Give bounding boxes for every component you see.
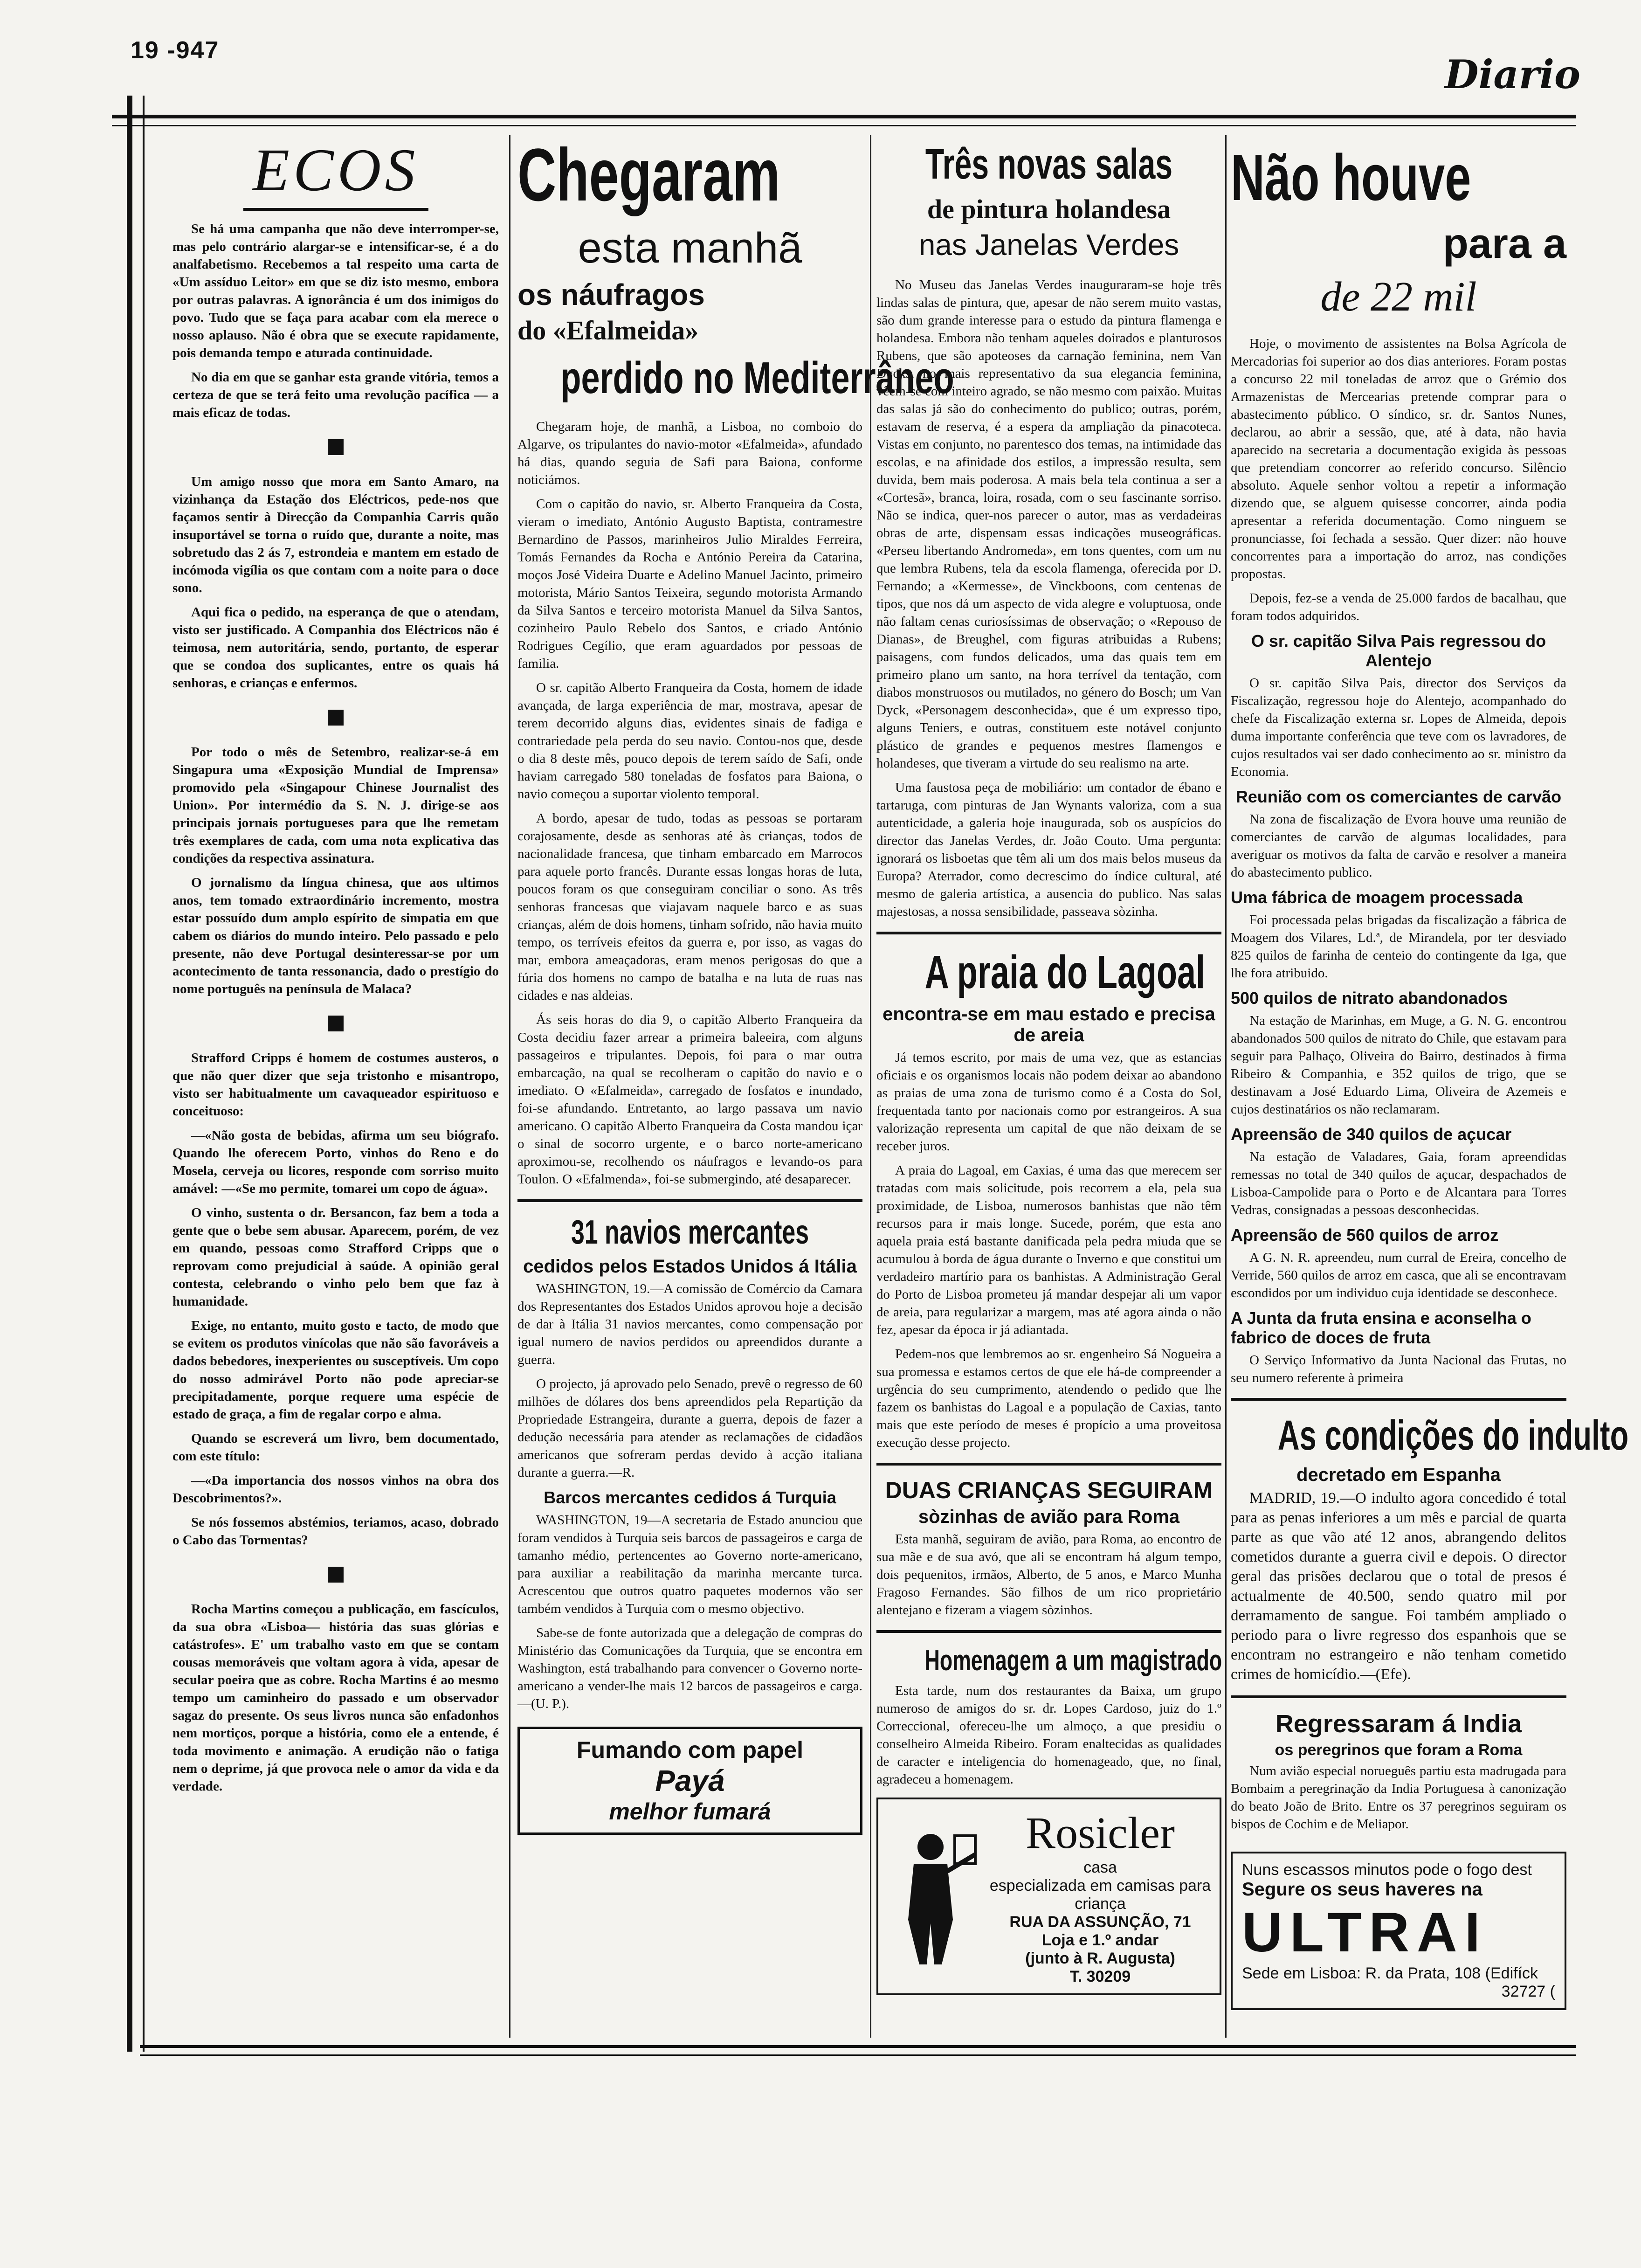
headline-indulto: As condições do indulto	[1277, 1412, 1629, 1459]
headline-chegaram: Chegaram	[517, 133, 780, 216]
subhead-para-a: para a	[1442, 221, 1566, 267]
column-divider	[1225, 135, 1227, 2038]
ecos-paragraph: Se nós fossemos abstémios, teriamos, acaso, dobrado o Cabo das Tormentas?	[172, 1515, 499, 1548]
headline-nao-houve: Não houve	[1231, 141, 1471, 214]
subhead-india: os peregrinos que foram a Roma	[1275, 1741, 1523, 1759]
section-separator-square	[328, 1567, 344, 1583]
ecos-paragraph: Se há uma campanha que não deve interromper-se, mas pelo contrário alargar-se e intensificar-se, é a do analfabetismo. Recebemos a tal respeito uma carta de «Um assíduo Leitor» em que se diz isto mesmo, embora por outras palavras. A ignorância é um dos inimigos do povo. Tudo que se faça para acabar com ela merece o nosso aplauso. Não é obra que se execute rapidamente, pois demanda tempo e aturada continuidade.	[172, 221, 499, 360]
article-carvao: Na zona de fiscalização de Evora houve uma reunião de comerciantes de carvão de algumas localidades, para averiguar os motivos da falta de carvão e resolver a maneira do abastecimento publico.	[1231, 812, 1566, 880]
ad-ultra-line2: Segure os seus haveres na	[1242, 1879, 1482, 1900]
naufragos-column	[517, 133, 954, 2040]
headline-lagoal: A praia do Lagoal	[924, 946, 1206, 998]
ad-ultra-line1: Nuns escassos minutos pode o fogo dest	[1242, 1861, 1532, 1879]
divider	[1231, 1398, 1566, 1401]
paragraph: Já temos escrito, por mais de uma vez, que as estancias oficiais e os organismos locais não podem deixar ao abandono as praias de uma zona de turismo como é a Costa do Sol, frequentada tanto por nacionais como por estrangeiros. A sua valorização representa um capital de que não deixam de se receber juros.	[876, 1050, 1221, 1154]
paragraph: Pedem-nos que lembremos ao sr. engenheiro Sá Nogueira a sua promessa e estamos certos de que ele há-de compreender a urgência do seu cumprimento, atendendo o pedido que lhe fazem os banhistas do Lagoal e a população de Caxias, tanto mais que este período de meses é propício a uma proveitosa execução desse projecto.	[876, 1347, 1221, 1450]
article-arroz-apreensao: A G. N. R. apreendeu, num curral de Ereira, concelho de Verride, 560 quilos de arroz em casca, que ali se encontravam escondidos por um individuo cuja identidade se desconhece.	[1231, 1250, 1566, 1300]
headline-criancas: DUAS CRIANÇAS SEGUIRAM	[885, 1477, 1213, 1503]
ecos-title: ECOS	[243, 135, 428, 211]
subhead-lagoal: encontra-se em mau estado e precisa de areia	[883, 1004, 1215, 1045]
section-separator-square	[328, 1016, 344, 1031]
paragraph: Com o capitão do navio, sr. Alberto Franqueira da Costa, vieram o imediato, António Augusto Baptista, contramestre Bernardino de Passos, marinheiros Julio Miraldes Ferreira, Tomás Fernandes da Rocha e António Pereira da Catarina, moços José Videira Duarte e Adelino Manuel Jacinto, primeiro motorista, Mário Santos Teixeira, segundo motorista Armando da Silva Santos e terceiro motorista Manuel da Silva Santos, cozinheiro Paulo Rebelo dos Santos, e criado António Rodrigues Cegílio, que eram aguardados por pessoas de familia.	[517, 497, 862, 671]
man-with-shirt-icon	[886, 1826, 979, 1966]
article-india: Num avião especial norueguês partiu esta madrugada para Bombaim a peregrinação da India Portuguesa à canonização do beato João de Brito. Entre os 37 peregrinos seguiram os bispos de Cochim e de Meliapor.	[1231, 1763, 1566, 1832]
ecos-paragraph: Aqui fica o pedido, na esperança de que o atendam, visto ser justificado. A Companhia dos Eléctricos não é teimosa, nem autoritária, sendo, portanto, de esperar que se condoa dos suplicantes, entre os quais há senhoras, e crianças e enfermos.	[172, 605, 499, 691]
article-navios	[517, 1280, 862, 1481]
ad-paya-line3: melhor fumará	[609, 1798, 771, 1825]
subhead-22-mil: de 22 mil	[1320, 274, 1477, 320]
ecos-paragraph: Rocha Martins começou a publicação, em fascículos, da sua obra «Lisboa— história das suas glórias e catástrofes». E' um trabalho vasto em que se contam cousas memoráveis que voltam agora à vida, apesar de secular poeira que as cobre. Rocha Martins é ao mesmo tempo um caminheiro do passado e um observador sagaz do presente. Os seus livros nunca são enfadonhos nem mortiços, porque a história, como ele a entende, é toda movimento e animação. A erudição não o fatiga nem o deprime, já que provoca nele o amor da vida e da verdade.	[172, 1602, 499, 1794]
paragraph: WASHINGTON, 19—A secretaria de Estado anunciou que foram vendidos à Turquia seis barcos de passageiros e carga de tamanho médio, pertencentes ao Governo norte-americano, para auxiliar a reabilitação da marinha mercante turca. Acrescentou que outros quatro paquetes modernos vão ser também vendidos à Turquia com o mesmo objectivo.	[517, 1513, 862, 1616]
left-border	[127, 96, 145, 2052]
ecos-items	[172, 220, 499, 1795]
article-silva-pais: O sr. capitão Silva Pais, director dos Serviços da Fiscalização, regressou hoje do Alentejo, acompanhado do chefe da Fiscalização externa sr. Lopes de Almeida, depois duma importante conferência que teve com os lavradores, de cujos resultados vai ser dado conhecimento ao sr. ministro da Economia.	[1231, 676, 1566, 779]
pintura-column	[876, 135, 1221, 2040]
ecos-paragraph: Strafford Cripps é homem de costumes austeros, o que não quer dizer que seja tristonho e misantropo, visto ser habitualmente um cavaqueador espirituoso e conceituoso:	[172, 1051, 499, 1119]
ad-rosicler-brand: Rosicler	[1026, 1808, 1175, 1858]
section-separator-square	[328, 710, 344, 726]
top-rule	[112, 115, 1576, 126]
ecos-column	[172, 135, 499, 2040]
article-naufragos	[517, 418, 862, 1188]
paragraph: Sabe-se de fonte autorizada que a delegação de compras do Ministério das Comunicações da Turquia, que se encontra em Washington, está trabalhando para convencer o Governo norte-americano a vender-lhe mais 12 barcos de passageiros e carga.—(U. P.).	[517, 1625, 862, 1711]
ad-ultra-brand: ULTRAI	[1242, 1901, 1488, 1964]
paragraph: Chegaram hoje, de manhã, a Lisboa, no comboio do Algarve, os tripulantes do navio-motor «Efalmeida», afundado há dias, quando seguia de Safi para Baiona, conforme noticiámos.	[517, 419, 862, 487]
headline-india: Regressaram á India	[1275, 1710, 1522, 1738]
ecos-paragraph: Um amigo nosso que mora em Santo Amaro, na vizinhança da Estação dos Eléctricos, pede-nos que façamos sentir à Direcção da Companhia Carris quão insuportável se torna o ruído que, durante a noite, mas sobretudo das 2 ás 7, estrondeia e mantem em estado de incómoda vigília os que contam com a noite para o doce sono.	[172, 474, 499, 595]
paragraph: WASHINGTON, 19.—A comissão de Comércio da Camara dos Representantes dos Estados Unidos aprovou hoje a decisão de dar à Itália 31 navios mercantes, como compensação por igual numero de navios perdidos ou apreendidos durante a guerra.	[517, 1281, 862, 1367]
article-acucar: Na estação de Valadares, Gaia, foram apreendidas remessas no total de 340 quilos de açucar, despachados de Lisboa-Campolide para o Porto e de Alcantara para Torres Vedras, consignadas a pessoas desconhecidas.	[1231, 1149, 1566, 1217]
page-date: 19 -947	[131, 37, 220, 64]
column-divider	[509, 135, 510, 2038]
ecos-paragraph: Por todo o mês de Setembro, realizar-se-á em Singapura uma «Exposição Mundial de Imprensa» promovido pela «Singapour Chinese Journalist des Union». Por intermédio da S. N. J. dirige-se aos principais jornais portugueses para que lhe remetam três exemplares de cada, com uma nota explicativa das condições da respectiva assinatura.	[172, 745, 499, 866]
paragraph: Depois, fez-se a venda de 25.000 fardos de bacalhau, que foram todos adquiridos.	[1231, 591, 1566, 623]
article-pintura	[876, 276, 1221, 920]
headline-navios: 31 navios mercantes	[571, 1214, 809, 1251]
subhead-navios: cedidos pelos Estados Unidos á Itália	[523, 1256, 857, 1277]
headline-silva-pais: O sr. capitão Silva Pais regressou do Alentejo	[1251, 631, 1546, 670]
subhead-naufragos: os náufragos	[517, 278, 705, 311]
ad-paya	[517, 1727, 862, 1835]
ecos-paragraph: —«Não gosta de bebidas, afirma um seu biógrafo. Quando lhe oferecem Porto, vinhos do Reno e do Mosela, cerveja ou licores, responde com sorriso muito amável: —«Se mo permite, tomarei um copo de água».	[172, 1128, 499, 1196]
headline-moagem: Uma fábrica de moagem processada	[1231, 888, 1523, 907]
paragraph: O sr. capitão Alberto Franqueira da Costa, homem de idade avançada, de larga experiência de mar, mostrava, apesar de terem decorrido alguns dias, evidentes sinais de fadiga e contrariedade pela perda do seu navio. Contou-nos que, desde o dia 8 deste mês, pouco depois de terem saído de Safi, onde haviam carregado 580 toneladas de fosfatos para Baiona, o navio começou a suportar violento temporal.	[517, 680, 862, 802]
headline-nitrato: 500 quilos de nitrato abandonados	[1231, 989, 1508, 1008]
ad-rosicler-line1: casa	[1083, 1859, 1117, 1876]
article-turquia	[517, 1511, 862, 1713]
headline-homenagem: Homenagem a um magistrado	[924, 1645, 1222, 1677]
article-nitrato: Na estação de Marinhas, em Muge, a G. N. G. encontrou abandonados 500 quilos de nitrato do Chile, que estavam para seguir para Palhaço, Oliveira do Bairro, destinados à firma Ribeiro & Companhia, e 352 quilos de trigo, que se destinavam a José Eduardo Lima, Oliveira de Azemeis e cujos destinatários os não reclamaram.	[1231, 1013, 1566, 1117]
paragraph: O projecto, já aprovado pelo Senado, prevê o regresso de 60 milhões de dólares dos bens apreendidos pela Repartição da Propriedade Estrangeira, durante a guerra, depois de fazer a dedução necessária para atender as reclamações de cidadãos americanos que sofreram perdas devido à acção italiana durante a guerra.—R.	[517, 1376, 862, 1480]
ad-paya-line1: Fumando com papel	[576, 1737, 804, 1763]
ecos-paragraph: O vinho, sustenta o dr. Bersancon, faz bem a toda a gente que o bebe sem abusar. Aparecem, porém, de vez em quando, pessoas como Strafford Cripps que o reprovam como prejudicial à saúde. A opinião geral contesta, celebrando o vinho pelo bem que faz à humanidade.	[172, 1205, 499, 1309]
article-moagem: Foi processada pelas brigadas da fiscalização a fábrica de Moagem dos Vilares, Ld.ª, de Mirandela, por ter desviado 825 quilos de farinha de centeio do contingente da Iga, que lhe fora atribuido.	[1231, 913, 1566, 981]
bottom-rule	[140, 2045, 1576, 2056]
ad-rosicler-line5: (junto à R. Augusta)	[1025, 1950, 1175, 1967]
paragraph: A praia do Lagoal, em Caxias, é uma das que merecem ser tratadas com mais solicitude, pois recorrem a ela, pela sua proximidade, de Lisboa, numerosos banhistas que não têm recursos para ir mais longe. Sucede, porém, que esta ano aquela praia está bastante danificada pela pedra miuda que se acumulou à borda de água durante o Inverno e que constitui um verdadeiro martírio para os banhistas. A Administração Geral do Porto de Lisboa prometeu já mandar despejar ali um vapor de areia, para regularizar a margem, mas até agora ainda o não fez, apesar da época ir já adiantada.	[876, 1163, 1221, 1337]
column-divider	[870, 135, 871, 2038]
article-criancas: Esta manhã, seguiram de avião, para Roma, ao encontro de sua mãe e de sua avó, que ali se encontram há algum tempo, dois pequenitos, irmãos, Alberto, de 5 anos, e Marco Munha Fragoso Fernandes. São filhos de um rico proprietário alentejano e fizeram a viagem sòzinhos.	[876, 1532, 1221, 1618]
article-fruta: O Serviço Informativo da Junta Nacional das Frutas, no seu numero referente à primeira	[1231, 1353, 1566, 1385]
ad-rosicler-text	[988, 1807, 1212, 1986]
headline-acucar: Apreensão de 340 quilos de açucar	[1231, 1125, 1512, 1144]
ad-rosicler-line3: RUA DA ASSUNÇÃO, 71	[1009, 1913, 1191, 1931]
divider	[517, 1199, 862, 1202]
arroz-column	[1231, 135, 1629, 2040]
ecos-paragraph: Quando se escreverá um livro, bem documentado, com este título:	[172, 1431, 499, 1464]
ad-ultra	[1231, 1852, 1566, 2010]
ad-paya-brand: Payá	[655, 1764, 725, 1798]
article-homenagem: Esta tarde, num dos restaurantes da Baixa, um grupo numeroso de amigos do sr. dr. Lopes Cardoso, juiz do 1.º Correccional, ofereceu-lhe um almoço, a que presidiu o conselheiro Almeida Ribeiro. Foram enaltecidas as qualidades de caracter e inteligencia do homenageado, que, no final, agradeceu a homenagem.	[876, 1683, 1221, 1787]
ad-rosicler	[876, 1798, 1221, 1995]
ecos-paragraph: —«Da importancia dos nossos vinhos na obra dos Descobrimentos?».	[172, 1473, 499, 1506]
ad-ultra-phone: 32727 (	[1501, 1983, 1555, 2000]
ad-rosicler-phone: T. 30209	[1069, 1968, 1131, 1985]
subhead-pintura: de pintura holandesa	[927, 194, 1171, 224]
article-arroz	[1231, 335, 1566, 625]
headline-arroz-apreensao: Apreensão de 560 quilos de arroz	[1231, 1225, 1499, 1245]
divider	[1231, 1695, 1566, 1698]
article-indulto: MADRID, 19.—O indulto agora concedido é total para as penas inferiores a um mês e parcial de quarta parte as que vão até 12 anos, abrangendo delitos cometidos durante a guerra civil e depois. O director geral das prisões declarou que o total de presos é actualmente de 40.500, sendo quatro mil por derramamento de sangue. Foi também ampliado o periodo para o livre regresso dos espanhois que se encontram no estrangeiro e não tenham cometido crimes de homicídio.—(Efe).	[1231, 1490, 1566, 1683]
headline-carvao: Reunião com os comerciantes de carvão	[1235, 787, 1562, 806]
paragraph: No Museu das Janelas Verdes inauguraram-se hoje três lindas salas de pintura, que, apesar de não serem muito vastas, são dum grande interesse para o estudo da pintura flamenga e holandesa. Embora não tenham aqueles doirados e planturosos Rubens, que são apoteoses da carnação feminina, nem Van Dycks, no mais representativo da sua elegancia feminina, vêem-se com inteiro agrado, se não mesmo com paixão. Muitas das salas já são do conhecimento do publico; outras, porém, estavam de reserva, é a espera da ampliação da pinacoteca. Vistas em conjunto, no parentesco dos temas, na intimidade das escolas, e na afinidade dos estilos, a impressão resulta, sem duvida, bem mais poderosa. A mais bela tela continua a ser a «Cortesã», branca, loira, rosada, com o seu fascinante sorriso. Não se indica, quer-nos parecer o autor, mas as verdadeiras obras de arte, dispensam essas indicações museográficas. «Perseu libertando Andromeda», em tons quentes, com um nu que lembra Rubens, tela da escola flamenga, oferecida por D. Fernando; a «Kermesse», de Vinckboons, com centenas de tipos, que nos dá um aspecto de vida alegre e voluptuosa, onde não faltam cenas curiosíssimas de observação; o «Repouso de Dianas», de Breughel, com figuras atribuidas a Rubens; paisagens, com fundos delicados, uma das quais tem em primeiro plano um santo, na hora terrível da tentação, com diabos monstruosos ou mutilados, no género do Bosch; um Van Dyck, «Personagem desconhecida», que é um expresso tipo, alguns Teniers, e outras, constituem este notável conjunto plástico de grandes e pequenos mestres flamengos e holandeses, que tiveram a virtude do seu realismo na arte.	[876, 277, 1221, 771]
subhead-efalmeida: do «Efalmeida»	[517, 315, 699, 346]
subhead-mediterraneo: perdido no Mediterrâneo	[560, 353, 954, 403]
headline-fruta: A Junta da fruta ensina e aconselha o fabrico de doces de fruta	[1231, 1308, 1531, 1347]
paragraph: Hoje, o movimento de assistentes na Bolsa Agrícola de Mercadorias foi superior ao dos dias anteriores. Foram postas a concurso 22 mil toneladas de arroz que o Grémio dos Armazenistas de Mercearias pretende comprar para o abastecimento público. O síndico, sr. dr. Santos Nunes, declarou, ao abrir a sessão, que, até à data, não havia aparecido na secretaria a documentação exigida às pessoas que pretendiam concorrer ao referido concurso. Silêncio absoluto. Aquele senhor voltou a repetir a informação dizendo que, se alguem quisesse concorrer, ainda podia apresentar a referida documentação. Como ninguem se pronunciasse, foi fechada a sessão. Quer dizer: não houve concorrentes para a importação do arroz, nas condições propostas.	[1231, 336, 1566, 581]
divider	[876, 932, 1221, 934]
ecos-paragraph: O jornalismo da língua chinesa, que aos ultimos anos, tem tomado extraordinário incremento, mostra estar possuído dum amplo espírito de simpatia em que cabem os diários do mundo inteiro. Pelo passado e pelo presente, não deve Portugal desinteressar-se por um acontecimento de tanta ressonancia, dado o prestígio do nome português na península de Malaca?	[172, 875, 499, 996]
headline-turquia: Barcos mercantes cedidos á Turquia	[544, 1488, 836, 1507]
ad-rosicler-line2: especializada em camisas para criança	[989, 1877, 1211, 1913]
ecos-paragraph: No dia em que se ganhar esta grande vitória, temos a certeza de que se terá feito uma revolução pacífica — a mais eficaz de todas.	[172, 370, 499, 420]
ecos-paragraph: Exige, no entanto, muito gosto e tacto, de modo que se evitem os produtos vinícolas que não são favoráveis a dados bebedores, inexperientes ou susceptíveis. Um copo do nosso admirável Porto não pode apreciar-se precipitadamente, porque requere uma espécie de estado de graça, a fim de regalar corpo e alma.	[172, 1318, 499, 1422]
paragraph: A bordo, apesar de tudo, todas as pessoas se portaram corajosamente, desde as senhoras até às crianças, todos de nacionalidade francesa, que tinham embarcado em Marrocos para aquele porto francês. Durante essas longas horas de luta, poucos foram os que conseguiram conciliar o sono. As três senhoras francesas que viajavam naquele barco e as suas crianças, além de dois homens, tinham sofrido, não havia muito tempo, os terríveis efeitos da guerra e, por isso, as vagas do mar, embora ameaçadoras, eram menos perigosas do que a fúria dos homens no campo de batalha e na luta de ruas nas cidades e nas aldeias.	[517, 811, 862, 1003]
ad-ultra-address: Sede em Lisboa: R. da Prata, 108 (Edifíck	[1242, 1964, 1538, 1982]
subhead-esta-manha: esta manhã	[578, 224, 802, 272]
section-separator-square	[328, 439, 344, 455]
paragraph: Uma faustosa peça de mobiliário: um contador de ébano e tartaruga, com pinturas de Jan Wynants valoriza, com a sua autenticidade, a galeria hoje inaugurada, sob os auspícios do director das Janelas Verdes, dr. João Couto. Uma pergunta: ignorará os lisboetas que têm ali um dos mais belos museus da Europa? Aterrador, como decrescimo do índice cultural, até mesmo de galeria artística, a ausencia do publico. Nas salas majestosas, a nossa sensibilidade, passeava sòzinha.	[876, 780, 1221, 919]
ad-rosicler-line4: Loja e 1.º andar	[1041, 1931, 1159, 1949]
divider	[876, 1463, 1221, 1466]
article-lagoal	[876, 1049, 1221, 1452]
headline-salas: Três novas salas	[925, 140, 1173, 188]
divider	[876, 1630, 1221, 1633]
paragraph: Ás seis horas do dia 9, o capitão Alberto Franqueira da Costa decidiu fazer arrear a primeira baleeira, com alguns passageiros e tripulantes. Depois, foi para o mar outra embarcação, na qual se recolheram o capitão do navio e o imediato. O «Efalmeida», carregado de fosfatos e inundado, foi-se afundando. Entretanto, ao largo passava um navio americano. O capitão Alberto Franqueira da Costa mandou içar o sinal de socorro urgente, e o barco norte-americano aproximou-se, recolhendo os náufragos e levando-os para Toulon. O «Efalmenda», foi-se submergindo, até desaparecer.	[517, 1012, 862, 1187]
subhead-janelas: nas Janelas Verdes	[918, 228, 1179, 262]
subhead-criancas: sòzinhas de avião para Roma	[918, 1507, 1180, 1527]
subhead-indulto: decretado em Espanha	[1296, 1465, 1501, 1485]
masthead: Diario	[1444, 51, 1580, 97]
